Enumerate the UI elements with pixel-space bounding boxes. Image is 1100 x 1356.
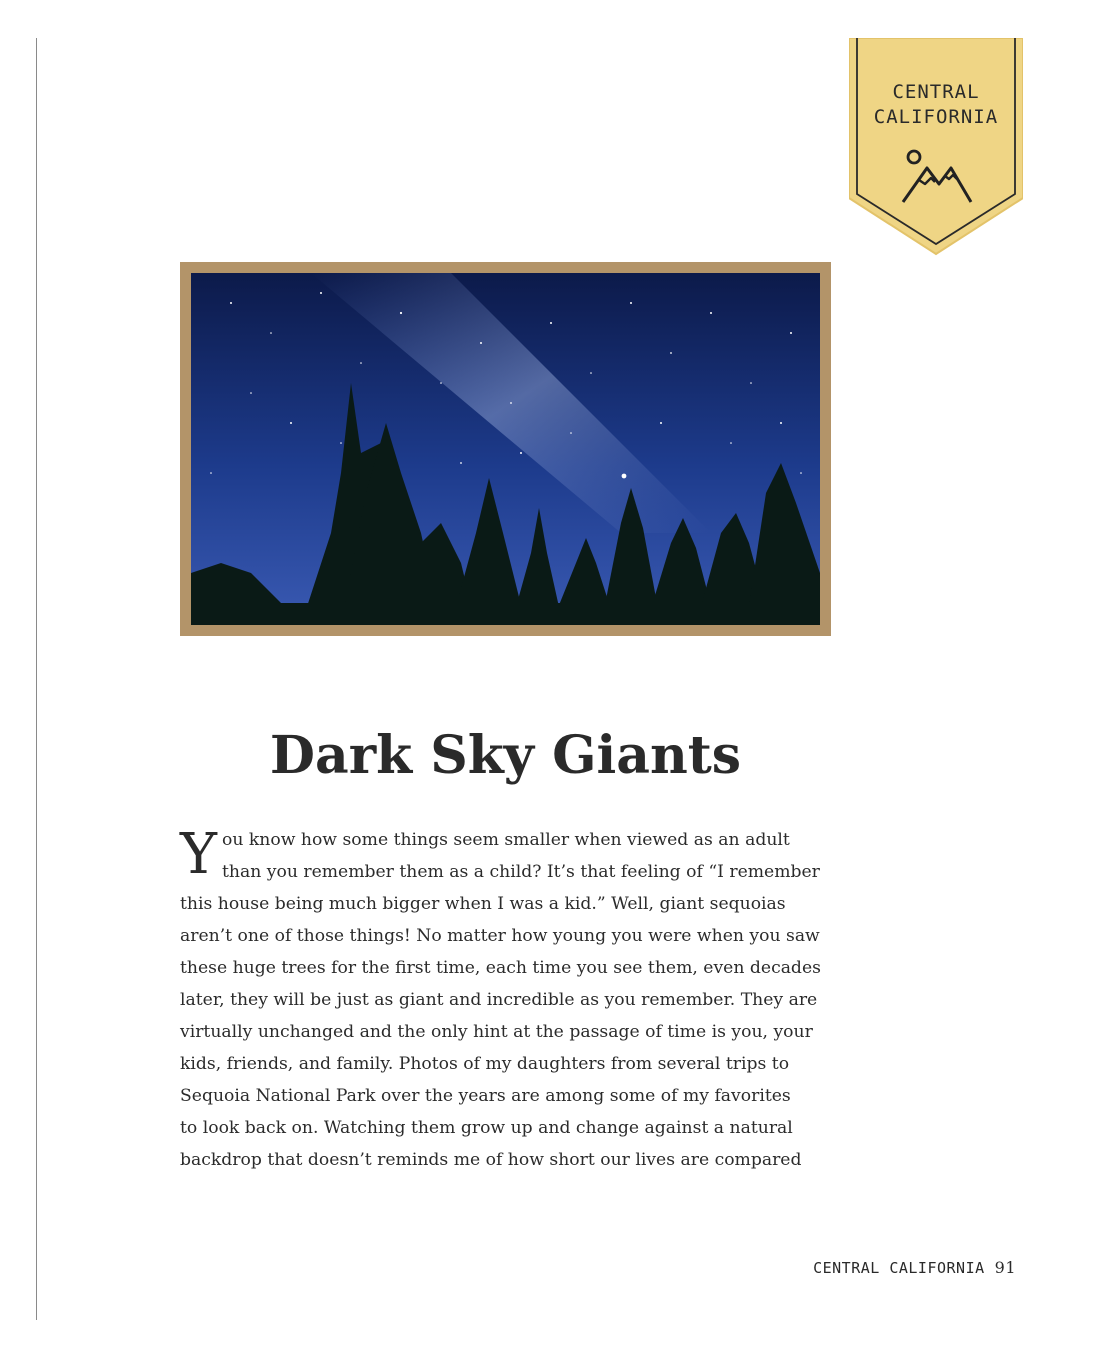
starry-night-forest-image [191, 273, 820, 625]
body-line: than you remember them as a child? It’s that feeling of “I remember [222, 862, 820, 882]
body-line: Sequoia National Park over the years are among some of my favorites [180, 1086, 791, 1106]
body-line: later, they will be just as giant and incredible as you remember. They are [180, 990, 818, 1010]
page-number: 91 [994, 1258, 1016, 1277]
body-line: virtually unchanged and the only hint at the passage of time is you, your [180, 1022, 813, 1042]
photo-frame [180, 262, 831, 636]
page-gutter-line [36, 38, 37, 1320]
drop-cap-letter: Y [180, 822, 217, 887]
body-line: aren’t one of those things! No matter how young you were when you saw [180, 926, 820, 946]
body-line: backdrop that doesn’t reminds me of how short our lives are compared [180, 1150, 802, 1170]
body-line: to look back on. Watching them grow up and change against a natural [180, 1118, 793, 1138]
page-footer [813, 1258, 1016, 1277]
banner-shape [849, 38, 1023, 256]
section-banner [849, 38, 1023, 256]
body-line: ou know how some things seem smaller when viewed as an adult [222, 830, 790, 850]
article-title: Dark Sky Giants [269, 725, 742, 786]
body-line: kids, friends, and family. Photos of my daughters from several trips to [180, 1054, 790, 1074]
banner-label: CENTRAL CALIFORNIA [873, 81, 999, 128]
article-body [180, 824, 840, 1176]
body-line: this house being much bigger when I was a kid.” Well, giant sequoias [180, 894, 786, 914]
body-line: these huge trees for the first time, each time you see them, even decades [180, 958, 821, 978]
footer-section-label: CENTRAL CALIFORNIA [813, 1259, 985, 1277]
